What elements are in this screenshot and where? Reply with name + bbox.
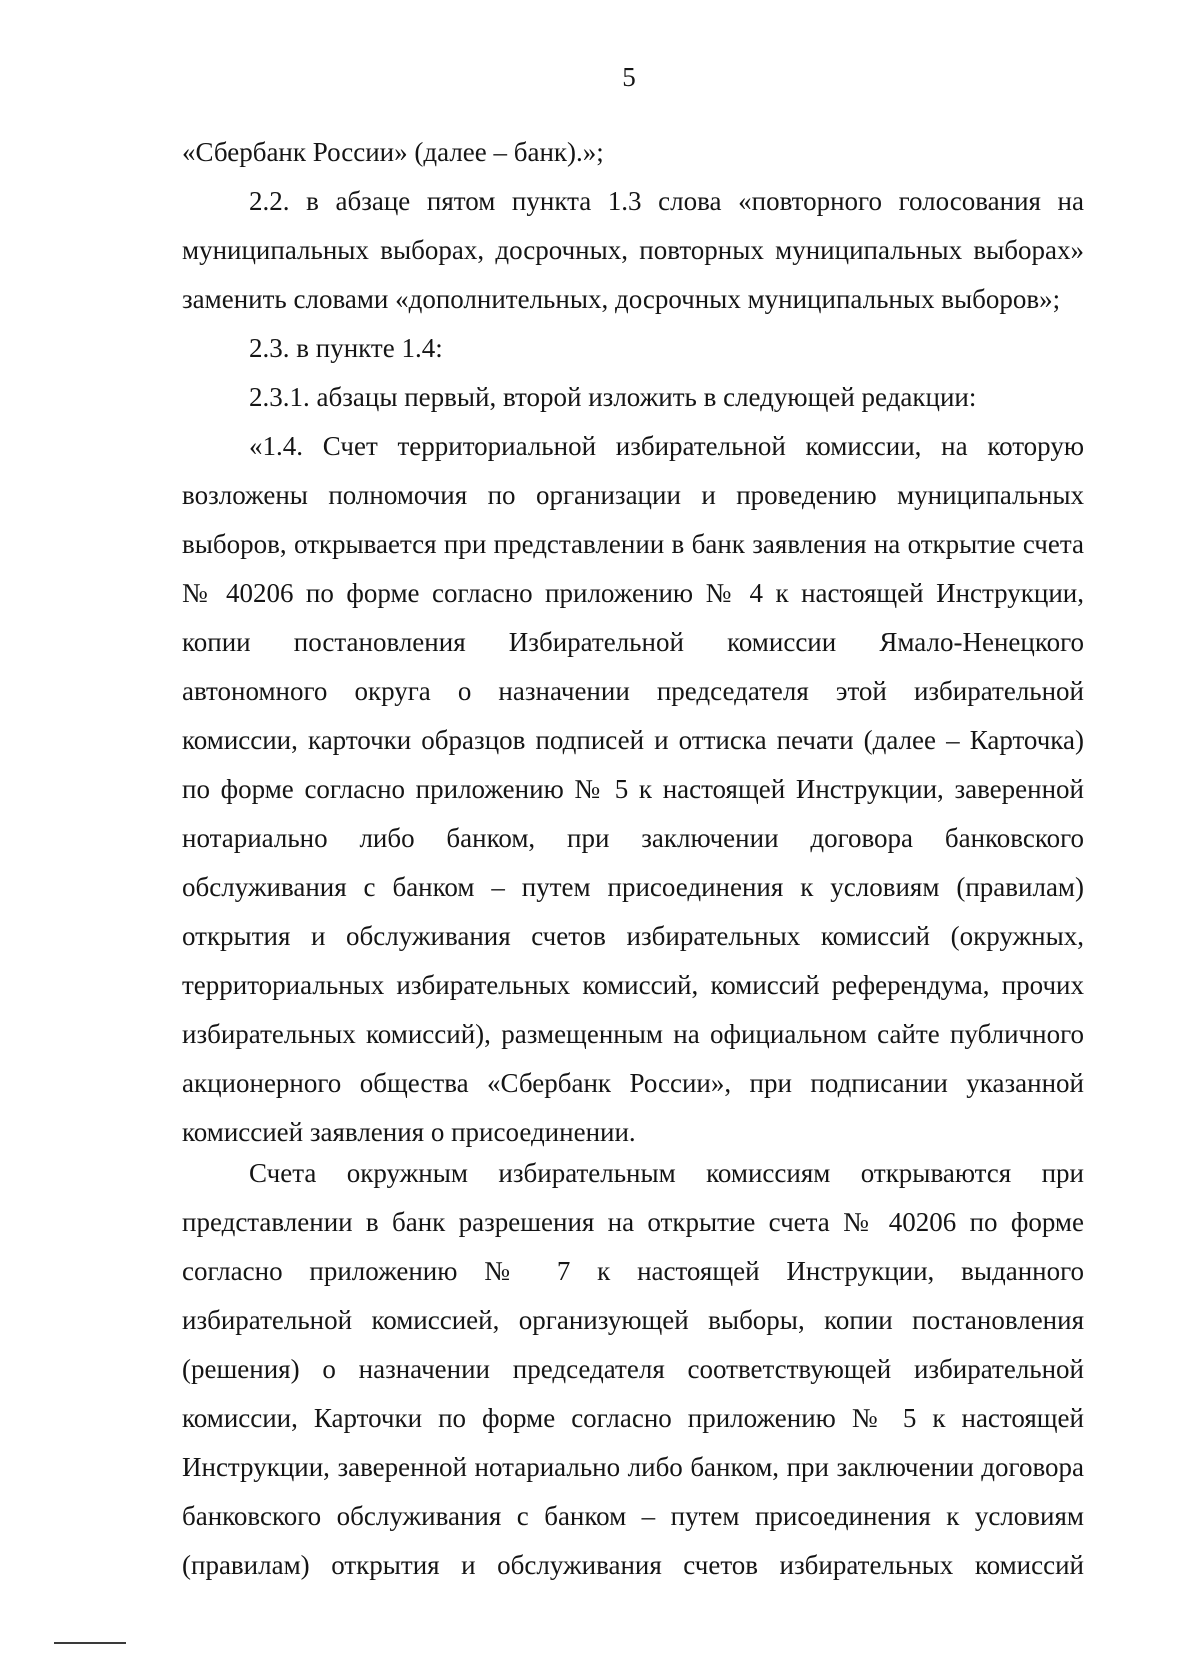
text-line: комиссии, карточки образцов подписей и оттиска печати (далее – Карточка) <box>182 725 1084 755</box>
text-line: № 40206 по форме согласно приложению № 4 к настоящей Инструкции, <box>182 578 1084 608</box>
page-number: 5 <box>622 62 636 92</box>
text-line: комиссии, Карточки по форме согласно приложению № 5 к настоящей <box>182 1403 1084 1433</box>
text-line: копии постановления Избирательной комиссии Ямало-Ненецкого <box>182 627 1084 657</box>
text-line: нотариально либо банком, при заключении договора банковского <box>182 823 1084 853</box>
text-line: выборов, открывается при представлении в банк заявления на открытие счета <box>182 529 1084 559</box>
text-line: территориальных избирательных комиссий, комиссий референдума, прочих <box>182 970 1084 1000</box>
text-line: Счета окружным избирательным комиссиям открываются при <box>249 1158 1084 1188</box>
body-text-part-1 <box>182 128 1084 1157</box>
body-text-part-2 <box>182 1149 1084 1590</box>
text-line: (правилам) открытия и обслуживания счетов избирательных комиссий <box>182 1550 1084 1580</box>
text-line: 2.3.1. абзацы первый, второй изложить в следующей редакции: <box>249 382 977 412</box>
footer-rule <box>54 1642 126 1644</box>
text-line: комиссией заявления о присоединении. <box>182 1117 636 1147</box>
text-line: (решения) о назначении председателя соответствующей избирательной <box>182 1354 1084 1384</box>
text-line: 2.3. в пункте 1.4: <box>249 333 443 363</box>
text-line: обслуживания с банком – путем присоединения к условиям (правилам) <box>182 872 1084 902</box>
text-line: согласно приложению № 7 к настоящей Инструкции, выданного <box>182 1256 1084 1286</box>
text-line: муниципальных выборах, досрочных, повторных муниципальных выборах» <box>182 235 1084 265</box>
text-line: избирательных комиссий), размещенным на официальном сайте публичного <box>182 1019 1084 1049</box>
text-line: заменить словами «дополнительных, досрочных муниципальных выборов»; <box>182 284 1061 314</box>
text-line: Инструкции, заверенной нотариально либо банком, при заключении договора <box>182 1452 1084 1482</box>
text-line: 2.2. в абзаце пятом пункта 1.3 слова «повторного голосования на <box>249 186 1084 216</box>
text-line: представлении в банк разрешения на открытие счета № 40206 по форме <box>182 1207 1084 1237</box>
text-line: банковского обслуживания с банком – путем присоединения к условиям <box>182 1501 1084 1531</box>
text-line: автономного округа о назначении председателя этой избирательной <box>182 676 1084 706</box>
text-line: открытия и обслуживания счетов избирательных комиссий (окружных, <box>182 921 1084 951</box>
text-line: акционерного общества «Сбербанк России», при подписании указанной <box>182 1068 1084 1098</box>
text-line: избирательной комиссией, организующей выборы, копии постановления <box>182 1305 1084 1335</box>
text-line: возложены полномочия по организации и проведению муниципальных <box>182 480 1084 510</box>
text-line: по форме согласно приложению № 5 к настоящей Инструкции, заверенной <box>182 774 1084 804</box>
text-line: «Сбербанк России» (далее – банк).»; <box>182 137 604 167</box>
text-line: «1.4. Счет территориальной избирательной комиссии, на которую <box>249 431 1084 461</box>
